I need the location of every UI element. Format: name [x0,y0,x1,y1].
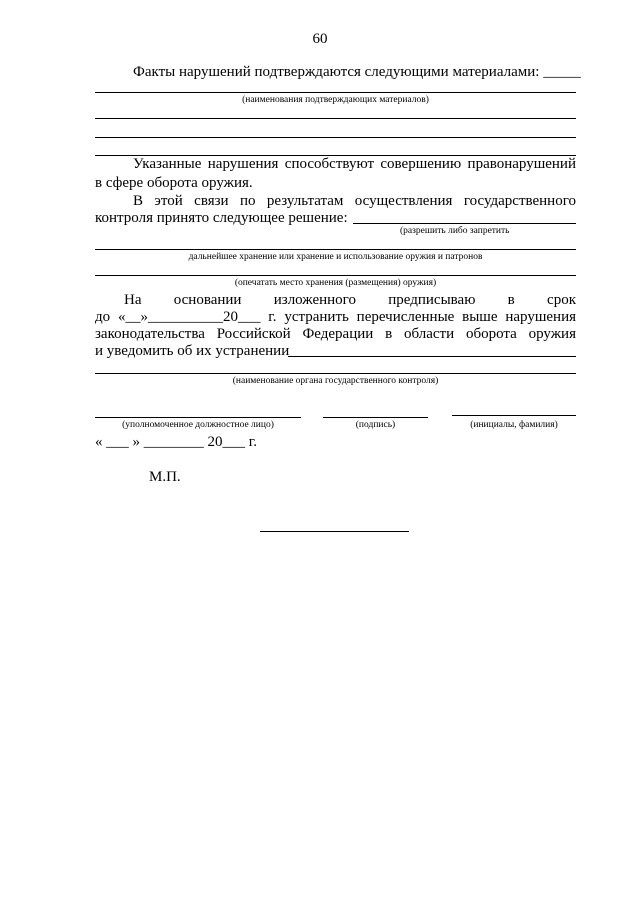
para2-line1: В этой связи по результатам осуществления государственного [133,193,576,209]
para3-line2: до «__»__________20___ г. устранить перечисленные выше нарушения [95,309,576,325]
organ-line [95,373,576,374]
notify-line [288,356,576,357]
date-line: « ___ » ________ 20___ г. [95,434,257,450]
caption-seal: (опечатать место хранения (размещения) оружия) [234,278,437,288]
stamp-placeholder: М.П. [149,469,181,485]
decision-line [353,223,576,224]
caption-signature: (подпись) [355,420,396,430]
closing-rule [260,531,409,532]
para1-line1: Указанные нарушения способствуют совершению правонарушений [133,156,576,172]
decision-line-3 [95,275,576,276]
signature-line [323,417,428,418]
materials-line-1 [95,92,576,93]
para3-line3: законодательства Российской Федерации в области оборота оружия [95,326,576,342]
caption-name: (инициалы, фамилия) [470,420,558,430]
caption-official: (уполномоченное должностное лицо) [122,420,274,430]
decision-line-2 [95,249,576,250]
caption-materials: (наименования подтверждающих материалов) [242,95,429,105]
page-number: 60 [312,31,328,47]
para3-line1: На основании изложенного предписываю в срок [124,292,576,308]
caption-storage: дальнейшее хранение или хранение и использование оружия и патронов [188,252,483,262]
para2-line2: контроля принято следующее решение: [95,210,348,226]
caption-organ: (наименование органа государственного контроля) [232,376,439,386]
para3-line4: и уведомить об их устранении [95,343,290,359]
facts-statement: Факты нарушений подтверждаются следующими материалами: _____ [133,64,581,80]
name-line [452,415,576,416]
materials-line-2 [95,118,576,119]
caption-allow: (разрешить либо запретить [400,226,510,236]
para1-line2: в сфере оборота оружия. [95,175,253,191]
official-line [95,417,301,418]
materials-line-3 [95,137,576,138]
